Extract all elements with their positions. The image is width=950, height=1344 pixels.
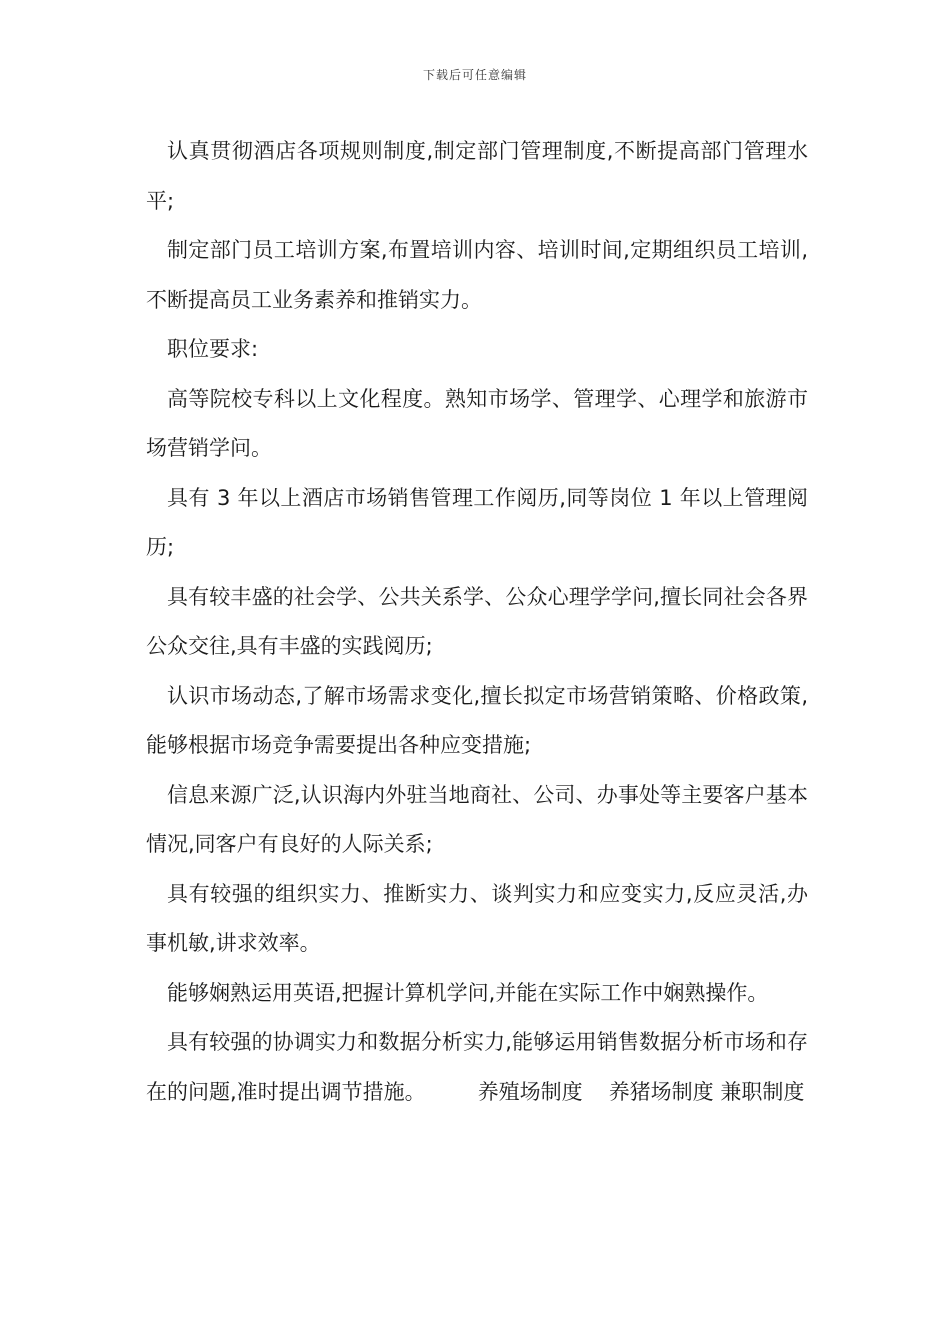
related-link[interactable]: 兼职制度: [720, 1079, 805, 1104]
paragraph: 具有较强的组织实力、推断实力、谈判实力和应变实力,反应灵活,办事机敏,讲求效率。: [146, 881, 808, 955]
paragraph: 具有 3 年以上酒店市场销售管理工作阅历,同等岗位 1 年以上管理阅历;: [146, 485, 808, 559]
page-header: 下载后可任意编辑: [422, 68, 527, 82]
paragraph: 信息来源广泛,认识海内外驻当地商社、公司、办事处等主要客户基本情况,同客户有良好的人际关系;: [146, 782, 808, 856]
related-link[interactable]: 养猪场制度: [608, 1079, 714, 1104]
paragraph-text: 具有较强的协调实力和数据分析实力,能够运用销售数据分析市场和存在的问题,准时提出调节措施。: [146, 1030, 808, 1104]
paragraph: 能够娴熟运用英语,把握计算机学问,并能在实际工作中娴熟操作。: [167, 980, 769, 1005]
document-body: [146, 127, 808, 1117]
paragraph: 具有较丰盛的社会学、公共关系学、公众心理学学问,擅长同社会各界公众交往,具有丰盛的实践阅历;: [146, 584, 808, 658]
paragraph: 认真贯彻酒店各项规则制度,制定部门管理制度,不断提高部门管理水平;: [146, 139, 808, 213]
related-link[interactable]: 养殖场制度: [477, 1079, 583, 1104]
paragraph: 认识市场动态,了解市场需求变化,擅长拟定市场营销策略、价格政策,能够根据市场竞争需要提出各种应变措施;: [146, 683, 808, 757]
paragraph-with-related-links: [146, 1018, 808, 1117]
paragraph: 职位要求:: [167, 337, 259, 361]
paragraph: 制定部门员工培训方案,布置培训内容、培训时间,定期组织员工培训,不断提高员工业务素养和推销实力。: [146, 238, 808, 312]
paragraph: 高等院校专科以上文化程度。熟知市场学、管理学、心理学和旅游市场营销学问。: [146, 386, 808, 460]
